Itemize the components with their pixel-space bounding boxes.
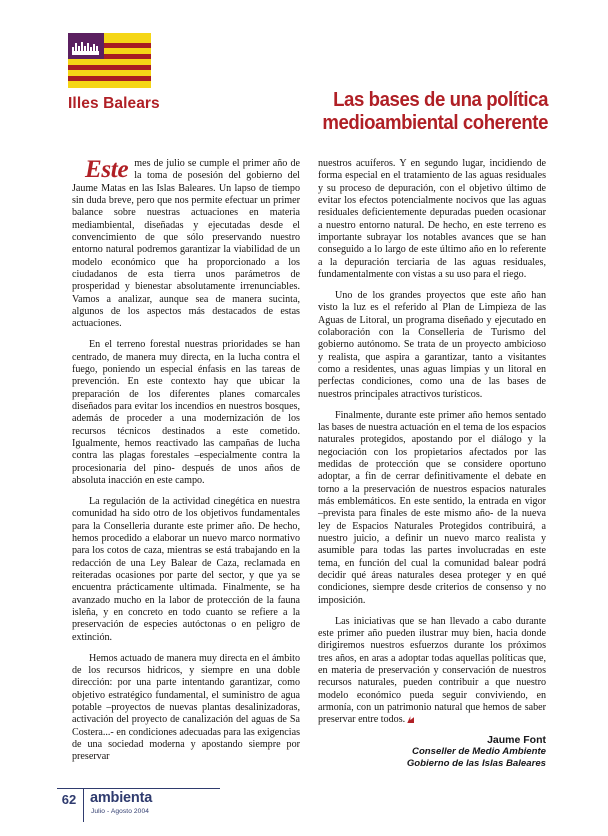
magazine-title: ambienta: [90, 790, 153, 806]
balearic-islands-flag-icon: [68, 33, 151, 88]
dropcap: Este: [85, 156, 129, 183]
paragraph: [318, 290, 546, 401]
masthead: [68, 33, 548, 148]
end-of-article-icon: [407, 716, 414, 723]
paragraph-text: Hemos actuado de manera muy directa en el ámbito de los recursos hidricos, y siempre en una doble dirección: por una parte intentando garantizar, como objetivo estratégico fundamental, el suministro de agua potable –proyectos de nuevas plantas desalinizadoras, activación del proyecto de canalización del aguas de Sa Costera...- en condiciones adecuadas para las exigencias de una sociedad moderna y apostando siempre por preservar: [72, 652, 300, 763]
paragraph: [318, 410, 546, 608]
headline-line-2: medioambiental coherente: [322, 112, 548, 134]
paragraph: [72, 496, 300, 644]
paragraph-text: nuestros acuíferos. Y en segundo lugar, incidiendo de forma especial en el tratamiento de las aguas residuales y su proceso de depuración, con el objetivo último de evitar los efectos potencialmente nocivos que las aguas residuales deficientemente depuradas pueden ocasionar a nuestro entorno natural. De hecho, en este terreno es importante subrayar los notables avances que se han conseguido a lo largo de este último año en lo referente a la depuración terciaria de las aguas residuales, fundamentalmente con vistas a su uso para el riego.: [318, 158, 546, 281]
paragraph-text: Finalmente, durante este primer año hemos sentado las bases de nuestra actuación en el tema de los espacios naturales protegidos, apostando por el diálogo y la negociación con los propietarios afectados por las medidas de protección que se considere oportuno adoptar, a fin de cerrar definitivamente el debate en torno a la preservación de nuestros espacios naturales más emblemáticos. En este sentido, la entrada en vigor –prevista para finales de este mismo año- de la nueva ley de Espacios Naturales Protegidos contribuirá, a nuestro juicio, a definir un nuevo marco realista y asumible para todas las partes involucradas en este tema, en función del cual la comunidad balear podrá decidir qué áreas naturales desea proteger y en qué condiciones, siempre desde criterios de consenso y no imposición.: [318, 409, 546, 606]
issue-date: Julio - Agosto 2004: [91, 808, 149, 815]
footer-vertical-divider: [83, 789, 84, 822]
article-column-left: [72, 158, 300, 772]
author-name: Jaume Font: [487, 734, 546, 746]
paragraph-text: mes de julio se cumple el primer año de la toma de posesión del gobierno del Jaume Matas en las Islas Baleares. Un lapso de tiempo sin duda breve, pero que nos permite efectuar un primer balance sobre nuestras actuaciones en materia mediambiental, diseñadas y ejecutadas desde el convencimiento de que sólo preservando nuestro entorno natural podremos garantizar la viabilidad de un modelo económico que ha proporcionado a los ciudadanos de esta tierra unos parámetros de prosperidad y bienestar absolutamente irrenunciables. Vamos a analizar, aunque sea de manera sucinta, algunos de los aspectos más destacados de estas actuaciones.: [72, 158, 300, 330]
author-role: Conseller de Medio Ambiente: [412, 746, 546, 757]
page-number: 62: [61, 792, 77, 807]
paragraph-text: En el terreno forestal nuestras prioridades se han centrado, de manera muy directa, en la lucha contra el fuego, poniendo un especial énfasis en las tareas de prevención. En este contexto hay que ubicar la preparación de los diferentes planes comarcales diseñados para evitar los incendios en nuestros bosques, además de proceder a una modernización de los recursos técnicos destinados a este cometido. Igualmente, hemos reactivado las campañas de lucha contra las plagas forestales –especialmente contra la procesionaria del pino- después de unos años de absoluta inacción en este campo.: [72, 339, 300, 487]
paragraph: [318, 616, 546, 727]
article-headline: [269, 89, 548, 135]
paragraph: [72, 339, 300, 487]
paragraph-text: La regulación de la actividad cinegética en nuestra comunidad ha sido otro de los objetivos fundamentales para la Conselleria durante este primer año. De hecho, hemos procedido a elaborar un nuevo marco normativo para los cotos de caza, mientras se está trabajando en la redacción de una Ley Balear de Caza, reclamada en reiteradas ocasiones por parte del sector, y que ya se encuentra prácticamente ultimada. Finalmente, se ha avanzado mucho en la labor de protección de la fauna isleña, y en concreto en todo cuanto se refiere a la preservación de especies autóctonas o en peligro de extinción.: [72, 495, 300, 643]
author-organization: Gobierno de las Islas Baleares: [406, 757, 546, 769]
paragraph-text: Las iniciativas que se han llevado a cabo durante este primer año pueden ilustrar muy bien, hacia donde dirigiremos nuestros esfuerzos durante los próximos tres años, en aras a adoptar todas aquellas políticas que, en materia de preservación y conservación de nuestros recursos naturales, pueden contribuir a que nuestro modelo económico pueda seguir conviviendo, en armonía, con un patrimonio natural que hemos de saber preservar entre todos.: [318, 615, 546, 726]
brand-title: Illes Balears: [68, 95, 160, 112]
headline-line-1: Las bases de una política: [333, 89, 548, 111]
article-column-right: [318, 158, 546, 735]
author-signature: [318, 734, 546, 769]
page-footer: [57, 788, 237, 824]
paragraph: [318, 158, 546, 281]
paragraph-text: Uno de los grandes proyectos que este año han visto la luz es el referido al Plan de Limpieza de las Aguas de Litoral, un programa diseñado y ejecutado en colaboración con la Conselleria de Turismo del gobierno autónomo. Se trata de un proyecto ambicioso y realista, que aspira a garantizar, tanto a visitantes como a residentes, unas aguas limpias y un litoral en perfectas condiciones, como una de las bases de nuestros principales atractivos turísticos.: [318, 289, 546, 400]
paragraph: [72, 158, 300, 331]
castle-icon: [72, 42, 100, 55]
paragraph: [72, 653, 300, 764]
footer-divider: [57, 788, 220, 789]
